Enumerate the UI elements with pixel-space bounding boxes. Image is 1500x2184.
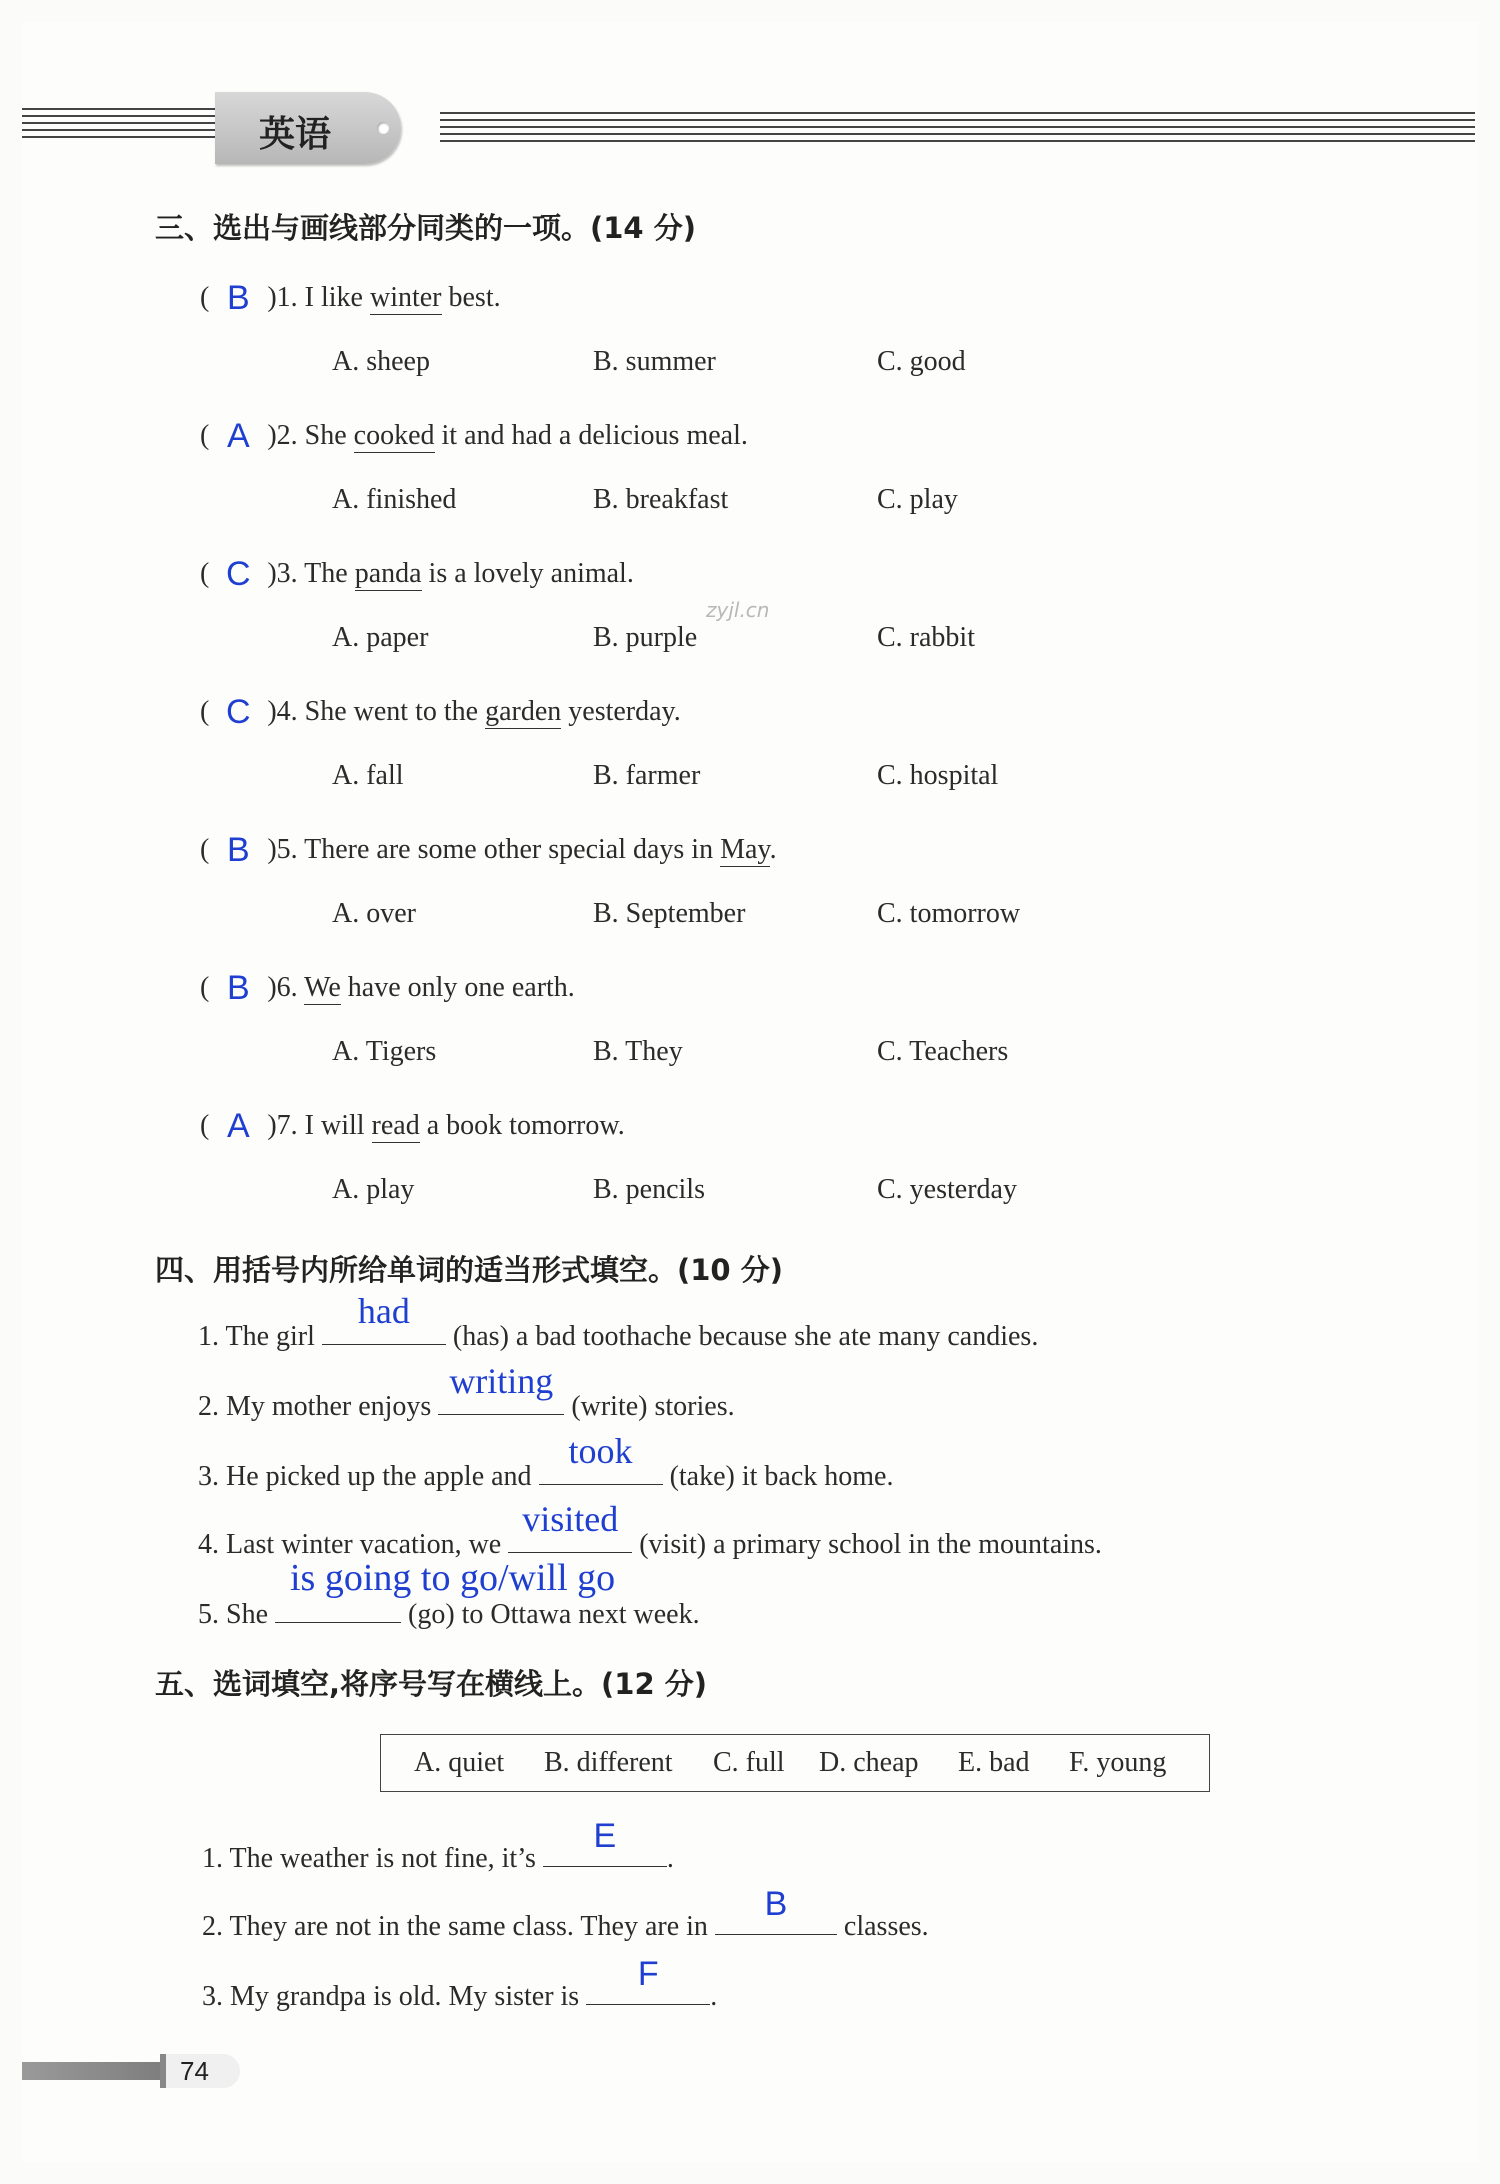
question-1: ( B )1. I like winter best.	[200, 276, 501, 315]
section4-title: 四、用括号内所给单词的适当形式填空。(10 分)	[155, 1253, 783, 1287]
option: C. yesterday	[877, 1174, 1017, 1205]
option: B. They	[593, 1036, 683, 1067]
question-text: The	[297, 558, 355, 589]
answer-slot	[209, 690, 267, 729]
question-number: )2.	[267, 420, 298, 451]
option: B. September	[593, 898, 746, 929]
page-number: 74	[180, 2056, 209, 2086]
question-text: I like	[297, 282, 370, 313]
question-3: ( C )3. The panda is a lovely animal.	[200, 552, 634, 591]
option: C. tomorrow	[877, 898, 1021, 929]
header-rule-left	[22, 108, 222, 152]
tab-hole-icon	[377, 122, 389, 134]
option: A. play	[332, 1174, 415, 1205]
item-text: classes.	[836, 1911, 929, 1942]
question-number: )7.	[267, 1110, 298, 1141]
question-4: ( C )4. She went to the garden yesterday.	[200, 690, 681, 729]
choice-item-2	[202, 1885, 929, 1943]
answer-letter: C	[226, 555, 251, 593]
answer-slot	[209, 1104, 267, 1143]
answer-letter: B	[226, 969, 250, 1007]
footer-bar	[22, 2062, 167, 2080]
option: C. good	[877, 346, 966, 377]
handwritten-answer: visited	[522, 1499, 619, 1539]
word-bank	[380, 1734, 1210, 1792]
word-option: A. quiet	[414, 1747, 505, 1778]
section3-title: 三、选出与画线部分同类的一项。(14 分)	[155, 211, 696, 245]
word-option: B. different	[544, 1747, 673, 1778]
underlined-word: May	[720, 834, 770, 865]
question-text: it and had a delicious meal.	[434, 420, 748, 451]
answer-slot	[209, 828, 267, 867]
question-text: best.	[441, 282, 501, 313]
fill-item-1	[198, 1291, 1039, 1353]
answer-slot	[209, 276, 267, 315]
item-text: 4. Last winter vacation, we	[198, 1529, 509, 1560]
word-option: C. full	[713, 1747, 785, 1778]
subject-label: 英语	[259, 114, 332, 155]
question-number: )4.	[267, 696, 298, 727]
choice-item-3	[202, 1955, 718, 2013]
item-text: 2. They are not in the same class. They are in	[202, 1911, 715, 1942]
item-text: (take) it back home.	[662, 1461, 894, 1492]
handwritten-answer: E	[593, 1817, 617, 1855]
item-text: 3. He picked up the apple and	[198, 1461, 539, 1492]
watermark: zyjl.cn	[706, 598, 770, 622]
answer-blank	[508, 1499, 632, 1553]
option: A. finished	[332, 484, 457, 515]
answer-slot	[209, 552, 267, 591]
question-number: )5.	[267, 834, 298, 865]
question-text: yesterday.	[561, 696, 681, 727]
item-text: .	[710, 1981, 718, 2012]
question-number: )3.	[267, 558, 298, 589]
question-2: ( A )2. She cooked it and had a delicious meal.	[200, 414, 748, 453]
word-option: E. bad	[958, 1747, 1030, 1778]
item-text: (write) stories.	[564, 1391, 735, 1422]
option: A. Tigers	[332, 1036, 437, 1067]
question-text: I will	[297, 1110, 372, 1141]
answer-slot	[209, 966, 267, 1005]
option: A. sheep	[332, 346, 430, 377]
answer-slot	[209, 414, 267, 453]
question-6: ( B )6. We have only one earth.	[200, 966, 575, 1005]
underlined-word: garden	[485, 696, 562, 727]
answer-blank	[322, 1291, 446, 1345]
section5-title: 五、选词填空,将序号写在横线上。(12 分)	[155, 1667, 707, 1701]
item-text: 3. My grandpa is old. My sister is	[202, 1981, 587, 2012]
handwritten-answer: F	[637, 1955, 659, 1993]
handwritten-answer: is going to go/will go	[290, 1557, 616, 1599]
option: C. hospital	[877, 760, 999, 791]
question-text: is a lovely animal.	[421, 558, 634, 589]
option: C. Teachers	[877, 1036, 1009, 1067]
fill-item-2	[198, 1361, 735, 1423]
question-number: )1.	[267, 282, 298, 313]
item-text: (go) to Ottawa next week.	[401, 1599, 700, 1630]
answer-blank	[438, 1361, 564, 1415]
subject-tab	[215, 92, 401, 164]
option: B. breakfast	[593, 484, 729, 515]
underlined-word: panda	[354, 558, 422, 589]
option: A. over	[332, 898, 416, 929]
underlined-word: read	[371, 1110, 420, 1141]
question-text: She went to the	[297, 696, 486, 727]
handwritten-answer: had	[357, 1291, 410, 1331]
item-text: (visit) a primary school in the mountains.	[632, 1529, 1102, 1560]
item-text: (has) a bad toothache because she ate many candies.	[445, 1321, 1039, 1352]
question-7: ( A )7. I will read a book tomorrow.	[200, 1104, 625, 1143]
item-text: 1. The girl	[198, 1321, 322, 1352]
option: B. pencils	[593, 1174, 705, 1205]
underlined-word: winter	[369, 282, 442, 313]
item-text: .	[666, 1843, 674, 1874]
answer-blank	[539, 1431, 663, 1485]
answer-letter: A	[226, 417, 250, 455]
answer-letter: B	[226, 279, 250, 317]
option: B. purple	[593, 622, 698, 653]
question-text: .	[769, 834, 777, 865]
answer-letter: B	[226, 831, 250, 869]
item-text: 1. The weather is not fine, it’s	[202, 1843, 543, 1874]
answer-blank	[543, 1817, 667, 1867]
question-text: She	[297, 420, 354, 451]
question-text: There are some other special days in	[297, 834, 721, 865]
choice-item-1	[202, 1817, 674, 1875]
option: C. play	[877, 484, 958, 515]
option: C. rabbit	[877, 622, 975, 653]
underlined-word: We	[304, 972, 341, 1003]
question-number: )6.	[267, 972, 298, 1003]
header-rule-right	[440, 112, 1475, 156]
option: B. farmer	[593, 760, 701, 791]
handwritten-answer: B	[764, 1885, 788, 1923]
option: A. fall	[332, 760, 404, 791]
answer-letter: A	[226, 1107, 250, 1145]
word-option: D. cheap	[819, 1747, 919, 1778]
answer-blank	[586, 1955, 710, 2005]
question-text: a book tomorrow.	[419, 1110, 625, 1141]
option: A. paper	[332, 622, 429, 653]
question-5: ( B )5. There are some other special days in May.	[200, 828, 777, 867]
fill-item-3	[198, 1431, 894, 1493]
handwritten-answer: took	[568, 1431, 633, 1471]
question-text: have only one earth.	[340, 972, 575, 1003]
answer-letter: C	[226, 693, 251, 731]
option: B. summer	[593, 346, 716, 377]
answer-blank	[715, 1885, 837, 1935]
underlined-word: cooked	[353, 420, 435, 451]
word-option: F. young	[1069, 1747, 1167, 1778]
handwritten-answer: writing	[449, 1361, 554, 1401]
item-text: 5. She	[198, 1599, 275, 1630]
item-text: 2. My mother enjoys	[198, 1391, 439, 1422]
